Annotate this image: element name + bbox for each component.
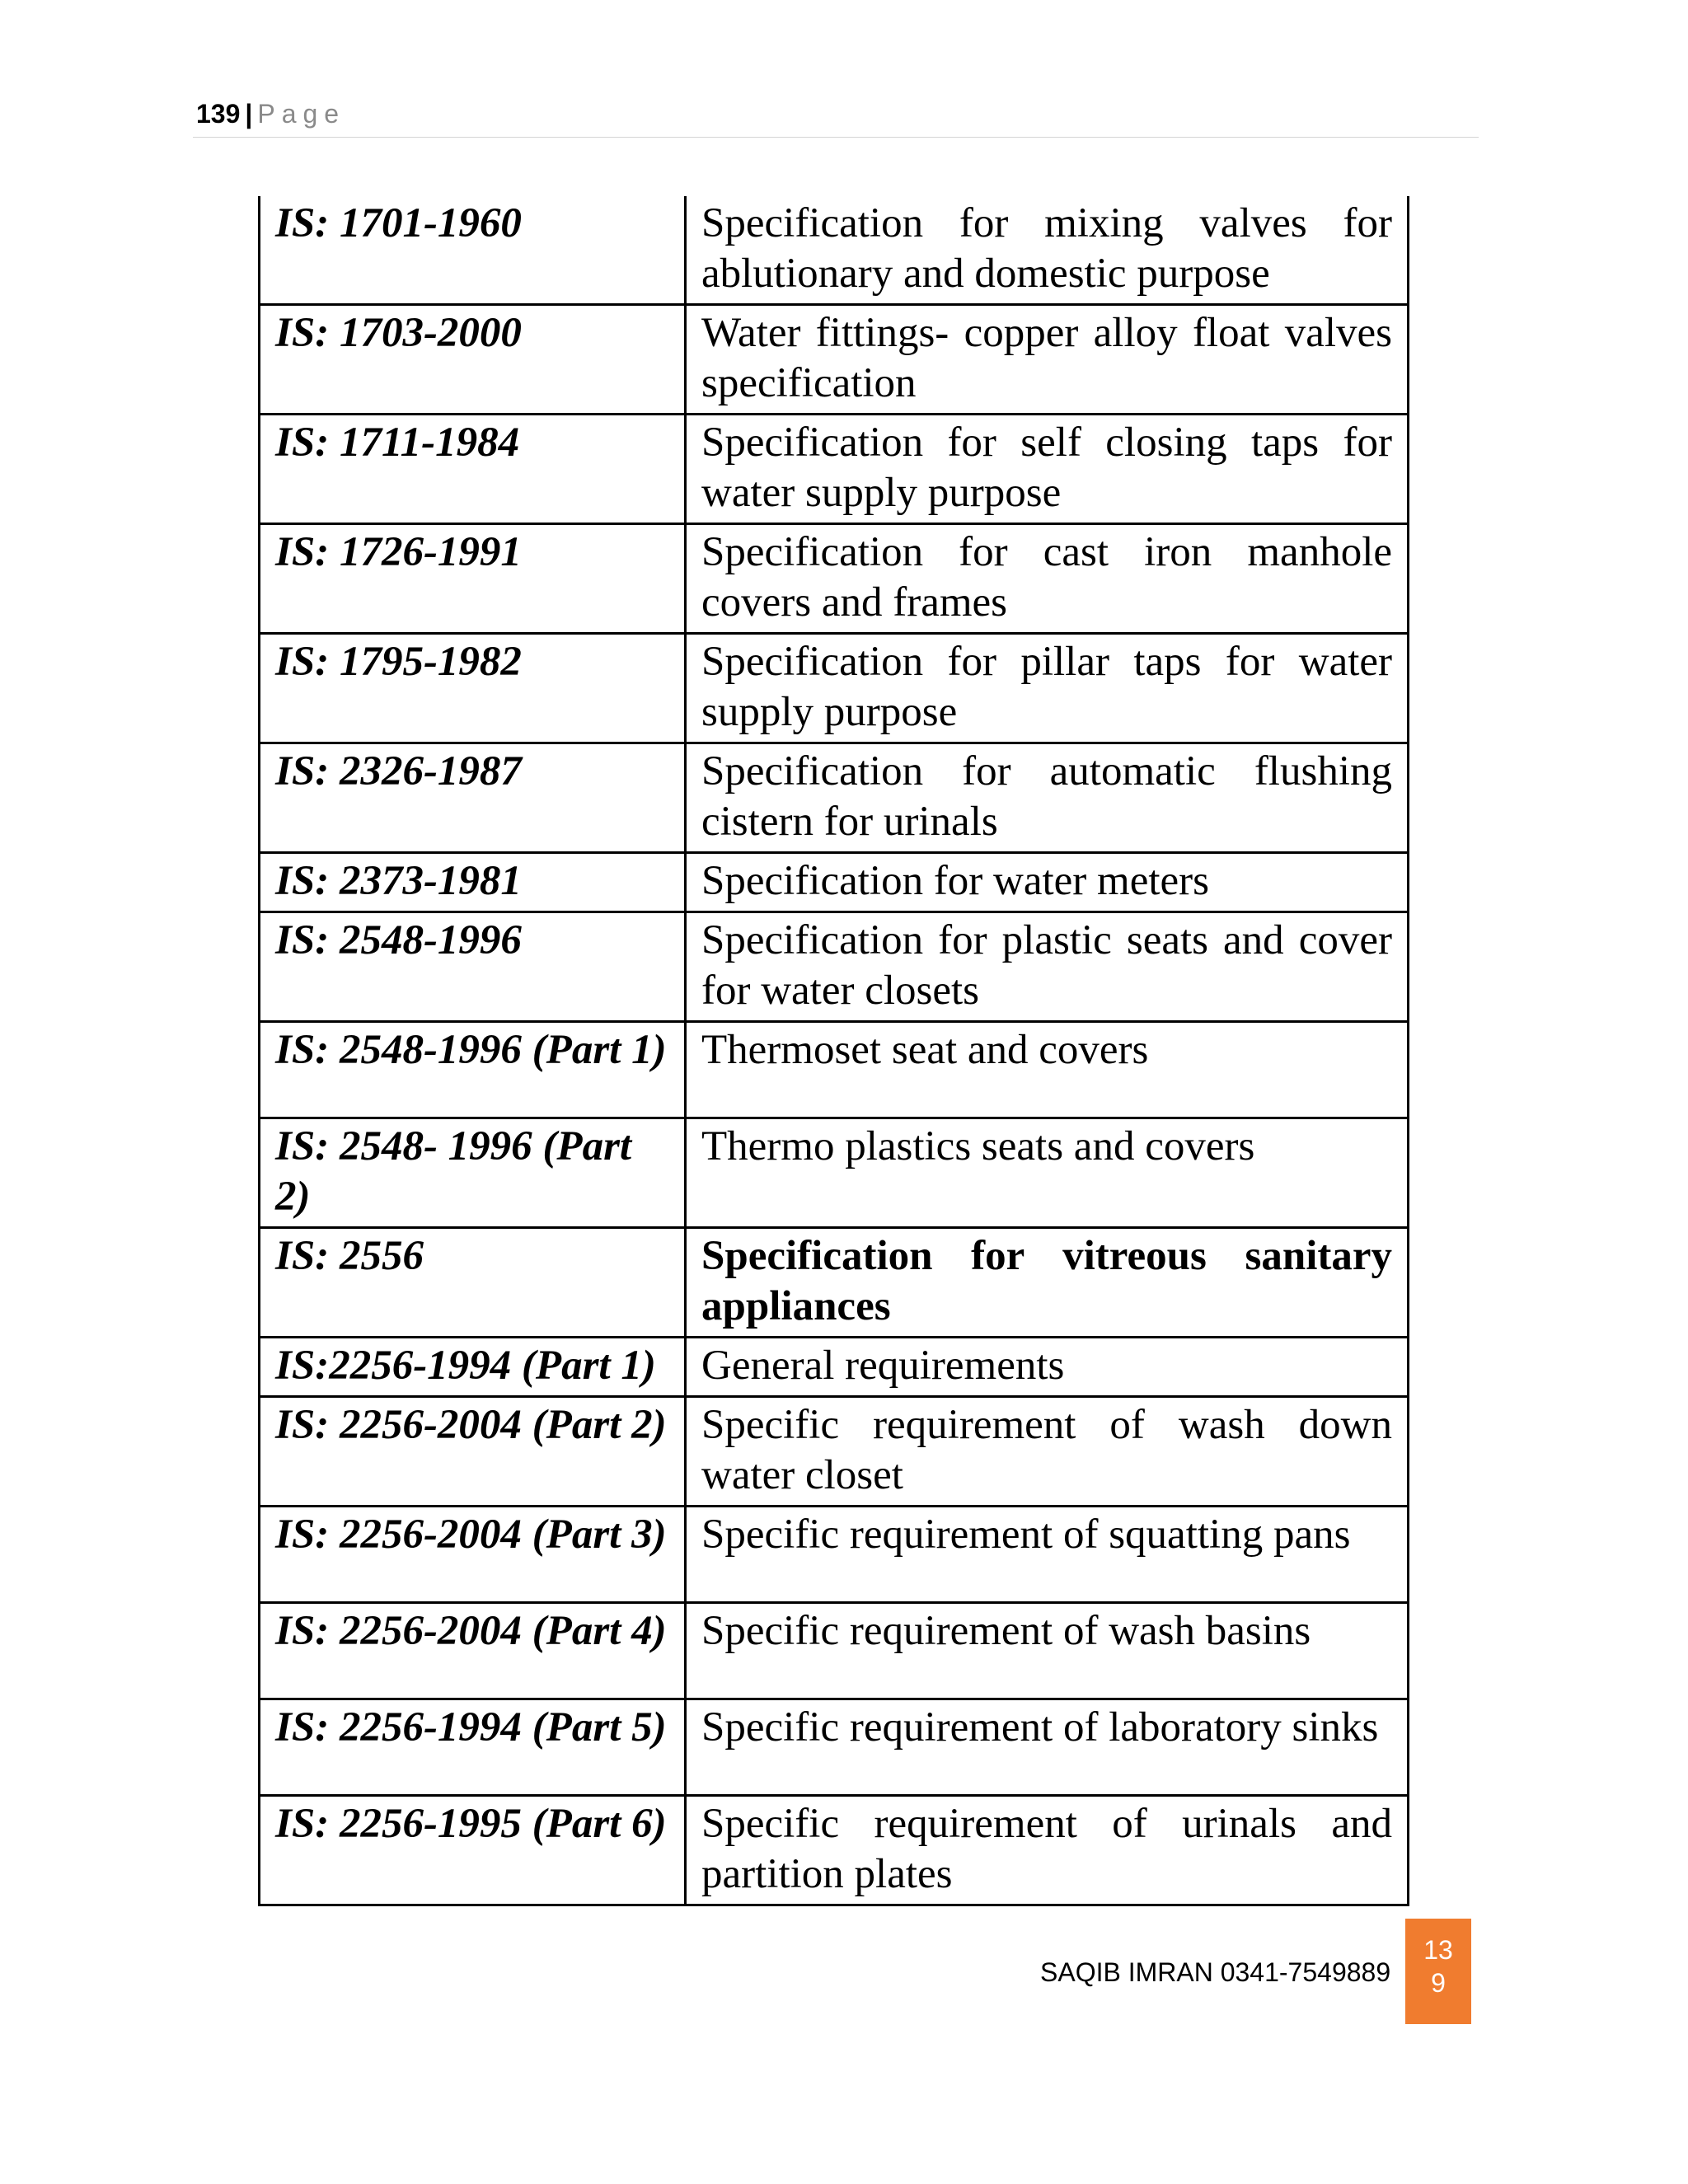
standard-code-cell: IS: 1726-1991	[260, 524, 686, 634]
table-row	[260, 1699, 1409, 1796]
table-row	[260, 1603, 1409, 1699]
standard-code-cell: IS: 2326-1987	[260, 743, 686, 853]
table-row	[260, 415, 1409, 524]
table-row	[260, 196, 1409, 305]
standards-table-body	[260, 196, 1409, 1905]
standard-description-cell: General requirements	[686, 1338, 1409, 1397]
table-row	[260, 305, 1409, 415]
badge-line-1: 13	[1423, 1935, 1453, 1965]
standard-description-cell: Specific requirement of laboratory sinks	[686, 1699, 1409, 1796]
table-row	[260, 743, 1409, 853]
standard-description-cell: Specific requirement of squatting pans	[686, 1507, 1409, 1603]
standard-code-cell: IS: 2256-1994 (Part 5)	[260, 1699, 686, 1796]
standard-description-cell: Water fittings- copper alloy float valves specification	[686, 305, 1409, 415]
standard-code-cell: IS:2256-1994 (Part 1)	[260, 1338, 686, 1397]
header-rule	[193, 137, 1479, 138]
standard-description-cell: Specification for water meters	[686, 853, 1409, 912]
standard-description-cell: Specification for self closing taps for water supply purpose	[686, 415, 1409, 524]
standard-description-cell: Specification for plastic seats and cover for water closets	[686, 912, 1409, 1022]
standard-description-cell: Specification for mixing valves for ablutionary and domestic purpose	[686, 196, 1409, 305]
table-row	[260, 1022, 1409, 1118]
table-row	[260, 1796, 1409, 1905]
standard-code-cell: IS: 2256-2004 (Part 3)	[260, 1507, 686, 1603]
table-row	[260, 634, 1409, 743]
page-word: Page	[257, 99, 346, 129]
page-number-badge	[1405, 1919, 1471, 2024]
standard-description-cell: Specification for automatic flushing cistern for urinals	[686, 743, 1409, 853]
standard-description-cell: Specification for vitreous sanitary appliances	[686, 1228, 1409, 1338]
standard-code-cell: IS: 2256-2004 (Part 2)	[260, 1397, 686, 1507]
header-separator: |	[245, 99, 253, 129]
badge-line-2: 9	[1431, 1968, 1446, 1998]
standard-code-cell: IS: 1703-2000	[260, 305, 686, 415]
standard-code-cell: IS: 2548-1996	[260, 912, 686, 1022]
standard-description-cell: Thermo plastics seats and covers	[686, 1118, 1409, 1228]
table-row	[260, 524, 1409, 634]
standard-code-cell: IS: 2256-2004 (Part 4)	[260, 1603, 686, 1699]
standard-code-cell: IS: 1711-1984	[260, 415, 686, 524]
standard-description-cell: Specification for cast iron manhole covers and frames	[686, 524, 1409, 634]
standard-description-cell: Thermoset seat and covers	[686, 1022, 1409, 1118]
standard-code-cell: IS: 2373-1981	[260, 853, 686, 912]
standard-code-cell: IS: 2556	[260, 1228, 686, 1338]
table-row	[260, 1507, 1409, 1603]
standard-code-cell: IS: 1795-1982	[260, 634, 686, 743]
table-row	[260, 1338, 1409, 1397]
table-row	[260, 1397, 1409, 1507]
standard-description-cell: Specification for pillar taps for water supply purpose	[686, 634, 1409, 743]
standard-description-cell: Specific requirement of urinals and partition plates	[686, 1796, 1409, 1905]
standard-code-cell: IS: 2256-1995 (Part 6)	[260, 1796, 686, 1905]
table-row	[260, 853, 1409, 912]
table-row	[260, 912, 1409, 1022]
standard-code-cell: IS: 2548- 1996 (Part 2)	[260, 1118, 686, 1228]
standard-code-cell: IS: 2548-1996 (Part 1)	[260, 1022, 686, 1118]
table-row	[260, 1118, 1409, 1228]
page-header	[196, 99, 345, 129]
standards-table	[258, 196, 1409, 1906]
footer-author: SAQIB IMRAN 0341-7549889	[1040, 1957, 1391, 1987]
standard-description-cell: Specific requirement of wash basins	[686, 1603, 1409, 1699]
page-number: 139	[196, 99, 241, 129]
standard-code-cell: IS: 1701-1960	[260, 196, 686, 305]
table-row	[260, 1228, 1409, 1338]
standard-description-cell: Specific requirement of wash down water closet	[686, 1397, 1409, 1507]
